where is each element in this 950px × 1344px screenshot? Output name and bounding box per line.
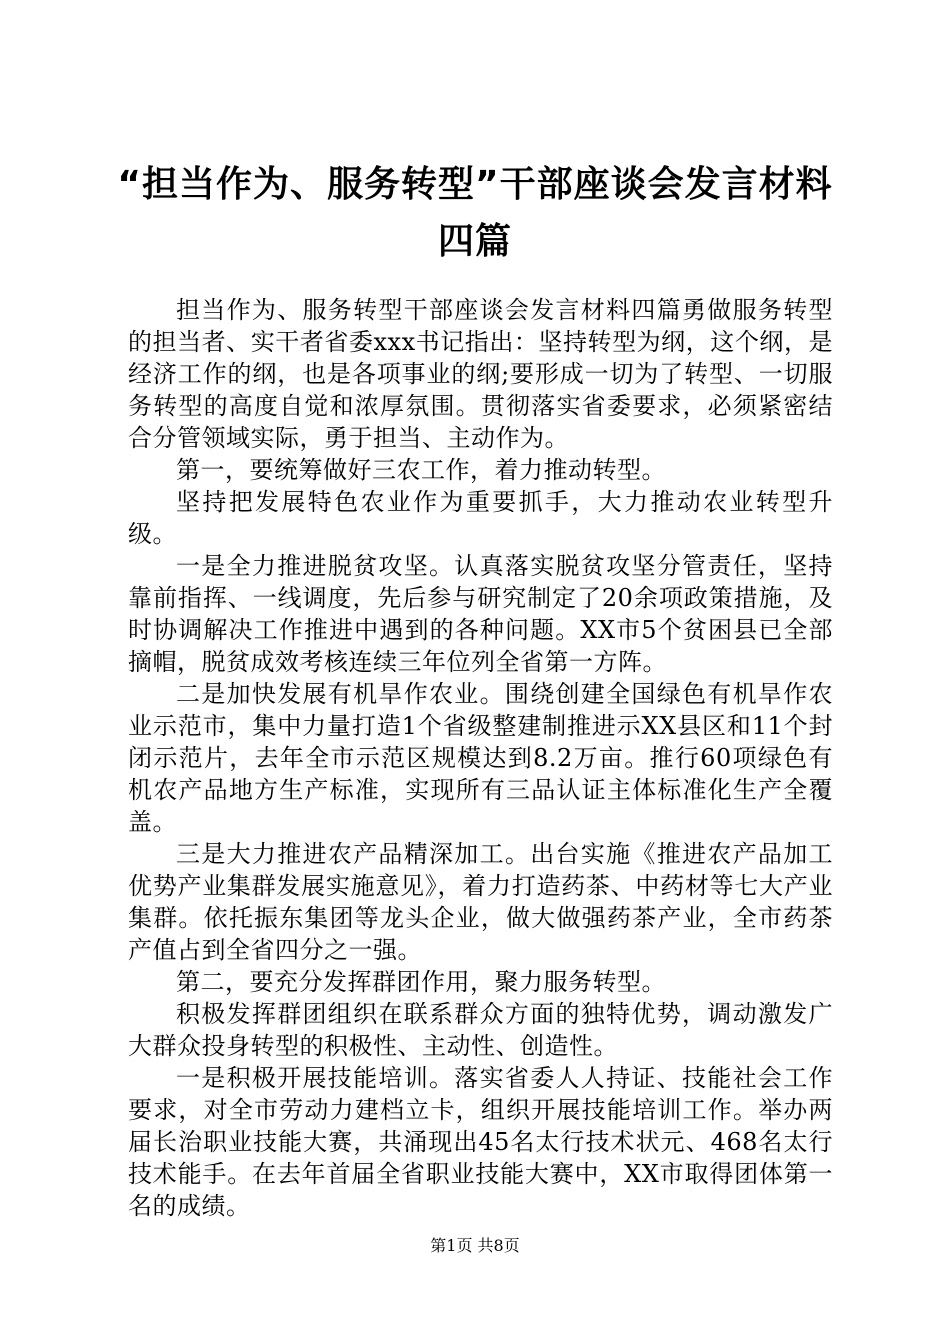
paragraph-section-1-heading: 第一，要统筹做好三农工作，着力推动转型。 <box>176 456 666 484</box>
document-body <box>128 294 833 1222</box>
document-title-line-1: “担当作为、服务转型”干部座谈会发言材料 <box>117 164 833 205</box>
paragraph-poverty-alleviation: 一是全力推进脱贫攻坚。认真落实脱贫攻坚分管责任，坚持靠前指挥、一线调度，先后参与研究制定了20余项政策措施，及时协调解决工作推进中遇到的各种问题。XX市5个贫困县已全部摘帽，脱贫成效考核连续三年位列全省第一方阵。 <box>128 552 833 676</box>
paragraph-section-2-lead: 积极发挥群团组织在联系群众方面的独特优势，调动激发广大群众投身转型的积极性、主动性、创造性。 <box>128 1000 833 1060</box>
paragraph-section-2-heading: 第二，要充分发挥群团作用，聚力服务转型。 <box>176 968 666 996</box>
paragraph-agri-processing: 三是大力推进农产品精深加工。出台实施《推进农产品加工优势产业集群发展实施意见》，着力打造药茶、中药材等七大产业集群。依托振东集团等龙头企业，做大做强药茶产业，全市药茶产值占到全省四分之一强。 <box>128 840 833 964</box>
document-title-line-2: 四篇 <box>437 221 512 262</box>
paragraph-intro: 担当作为、服务转型干部座谈会发言材料四篇勇做服务转型的担当者、实干者省委xxx书记指出：坚持转型为纲，这个纲，是经济工作的纲，也是各项事业的纲;要形成一切为了转型、一切服务转型的高度自觉和浓厚氛围。贯彻落实省委要求，必须紧密结合分管领域实际，勇于担当、主动作为。 <box>128 296 833 452</box>
paragraph-organic-agriculture: 二是加快发展有机旱作农业。围绕创建全国绿色有机旱作农业示范市，集中力量打造1个省级整建制推进示XX县区和11个封闭示范片，去年全市示范区规模达到8.2万亩。推行60项绿色有机农产品地方生产标准，实现所有三品认证主体标准化生产全覆盖。 <box>128 680 833 836</box>
paragraph-section-1-lead: 坚持把发展特色农业作为重要抓手，大力推动农业转型升级。 <box>128 488 833 548</box>
paragraph-skills-training: 一是积极开展技能培训。落实省委人人持证、技能社会工作要求，对全市劳动力建档立卡，组织开展技能培训工作。举办两届长治职业技能大赛，共涌现出45名太行技术状元、468名太行技术能手。在去年首届全省职业技能大赛中，XX市取得团体第一名的成绩。 <box>128 1064 833 1220</box>
page-number-footer: 第1页 共8页 <box>430 1236 520 1255</box>
